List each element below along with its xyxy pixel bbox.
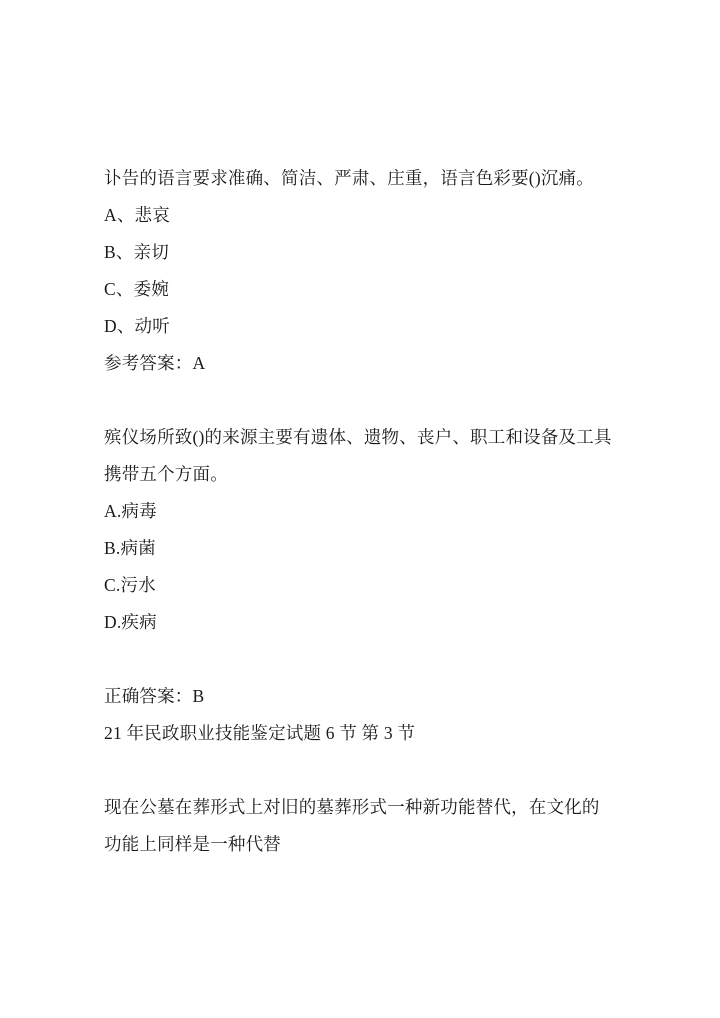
question-2-answer: 正确答案：B [104, 686, 205, 706]
question-2-option-d: D.疾病 [104, 612, 157, 632]
question-1-stem: 讣告的语言要求准确、简洁、严肃、庄重，语言色彩要()沉痛。 [104, 168, 594, 188]
blank-line [104, 752, 616, 789]
question-2-option-b: B.病菌 [104, 538, 156, 558]
question-2-stem: 殡仪场所致()的来源主要有遗体、遗物、丧户、职工和设备及工具携带五个方面。 [104, 427, 612, 484]
document-body [104, 160, 616, 863]
question-3-stem: 现在公墓在葬形式上对旧的墓葬形式一种新功能替代，在文化的功能上同样是一种代替 [104, 797, 600, 854]
question-1-option-c: C、委婉 [104, 279, 169, 299]
blank-line [104, 641, 616, 678]
question-2-option-a: A.病毒 [104, 501, 157, 521]
question-2-option-c: C.污水 [104, 575, 156, 595]
question-1-option-a: A、悲哀 [104, 205, 170, 225]
section-heading: 21 年民政职业技能鉴定试题 6 节 第 3 节 [104, 723, 416, 743]
blank-line [104, 382, 616, 419]
question-1-answer: 参考答案：A [104, 353, 206, 373]
question-1-option-d: D、动听 [104, 316, 170, 336]
question-1-option-b: B、亲切 [104, 242, 169, 262]
